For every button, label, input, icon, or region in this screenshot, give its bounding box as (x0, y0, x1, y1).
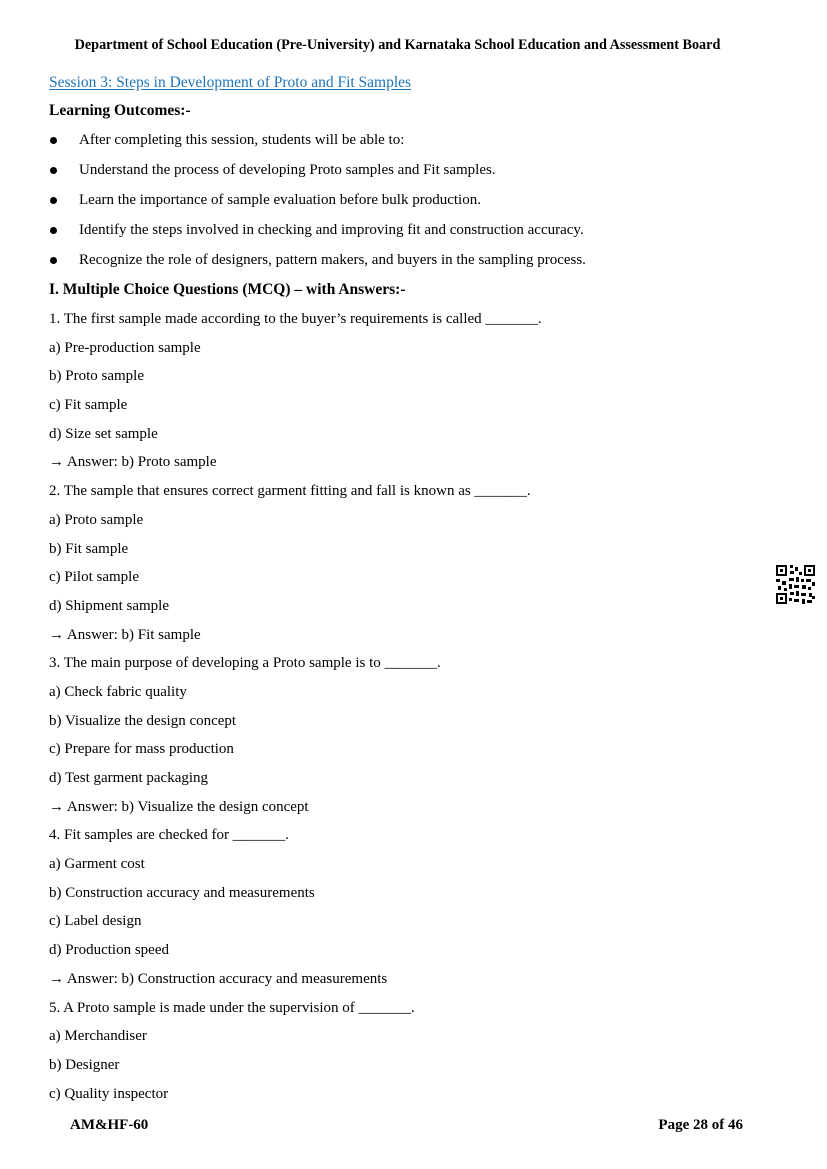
bullet-icon (50, 137, 57, 144)
option-line: b) Fit sample (49, 540, 129, 557)
question-line: 4. Fit samples are checked for _______. (49, 827, 289, 844)
option-line: d) Test garment packaging (49, 770, 209, 786)
option-line: a) Check fabric quality (49, 683, 187, 700)
option-line: c) Pilot sample (49, 569, 139, 586)
option-line: c) Quality inspector (49, 1085, 169, 1102)
session-title: Session 3: Steps in Development of Proto and Fit Samples (49, 74, 412, 91)
page-header: Department of School Education (Pre-University) and Karnataka School Education and Assessment Board (74, 37, 721, 53)
list-item: Identify the steps involved in checking and improving fit and construction accuracy. (49, 221, 586, 251)
list-item: Learn the importance of sample evaluation before bulk production. (49, 191, 586, 221)
option-line: a) Pre-production sample (49, 339, 201, 356)
option-line: b) Visualize the design concept (49, 712, 237, 729)
page-number: Page 28 of 46 (658, 1117, 743, 1133)
learning-outcomes-heading: Learning Outcomes:- (49, 102, 191, 119)
mcq-heading: I. Multiple Choice Questions (MCQ) – with Answers:- (49, 281, 406, 298)
answer-line: → Answer: b) Fit sample (49, 626, 201, 643)
list-item: After completing this session, students will be able to: (49, 131, 586, 161)
question-line: 3. The main purpose of developing a Proto sample is to _______. (49, 655, 441, 672)
bullet-icon (50, 167, 57, 174)
option-line: c) Label design (49, 913, 142, 930)
list-item: Recognize the role of designers, pattern makers, and buyers in the sampling process. (49, 251, 586, 281)
option-line: d) Shipment sample (49, 597, 169, 614)
mcq-lines (49, 310, 542, 1113)
list-item: Understand the process of developing Proto samples and Fit samples. (49, 161, 586, 191)
question-line: 5. A Proto sample is made under the supervision of _______. (49, 999, 415, 1016)
answer-line: → Answer: b) Proto sample (49, 454, 217, 471)
answer-line: → Answer: b) Construction accuracy and measurements (49, 970, 388, 987)
option-line: b) Proto sample (49, 368, 144, 385)
option-line: d) Production speed (49, 942, 169, 959)
bullet-icon (50, 227, 57, 234)
option-line: a) Merchandiser (49, 1028, 147, 1045)
qr-code-icon (776, 565, 815, 604)
option-line: b) Designer (49, 1056, 120, 1073)
document-code: AM&HF-60 (70, 1117, 149, 1133)
bullet-icon (50, 257, 57, 264)
answer-line: → Answer: b) Visualize the design concept (49, 798, 309, 815)
question-line: 2. The sample that ensures correct garment fitting and fall is known as _______. (49, 483, 531, 500)
question-line: 1. The first sample made according to the buyer’s requirements is called _______. (49, 311, 542, 327)
option-line: a) Garment cost (49, 856, 145, 873)
option-line: d) Size set sample (49, 425, 158, 442)
option-line: a) Proto sample (49, 511, 144, 528)
option-line: c) Fit sample (49, 397, 128, 414)
option-line: b) Construction accuracy and measurements (49, 884, 315, 901)
bullet-icon (50, 197, 57, 204)
learning-outcomes-list (49, 131, 586, 281)
option-line: c) Prepare for mass production (49, 741, 234, 758)
